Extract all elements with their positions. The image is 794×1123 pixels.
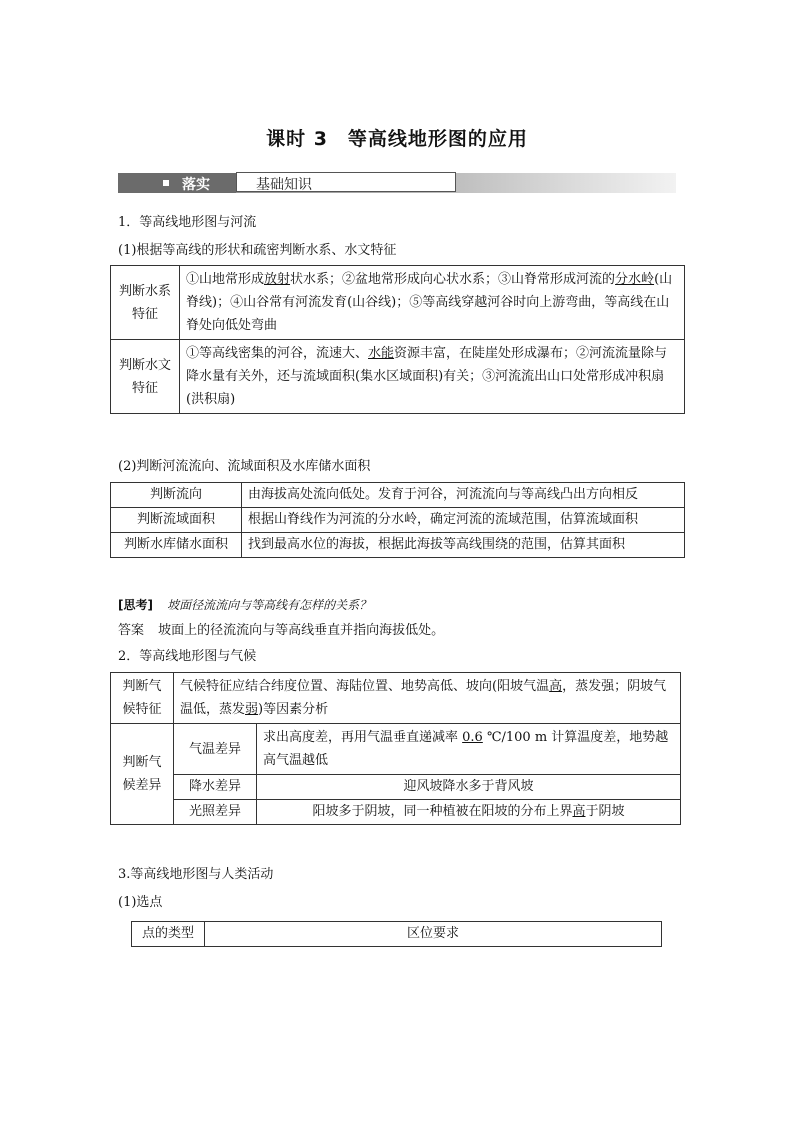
table-row xyxy=(111,775,681,800)
table-row xyxy=(111,340,685,414)
table-row xyxy=(111,266,685,340)
banner-label-secondary: 基础知识 xyxy=(256,177,312,193)
table-row xyxy=(132,922,662,947)
light-label: 光照差异 xyxy=(174,800,257,825)
temp-label: 气温差异 xyxy=(174,724,257,775)
col-header: 点的类型 xyxy=(132,922,205,947)
section-1-sub1: (1)根据等高线的形状和疏密判断水系、水文特征 xyxy=(118,243,397,258)
section-1-sub2: (2)判断河流流向、流域面积及水库储水面积 xyxy=(118,459,371,474)
rain-content: 迎风坡降水多于背风坡 xyxy=(257,775,681,800)
row-content: 气候特征应结合纬度位置、海陆位置、地势高低、坡向(阳坡气温高，蒸发强；阴坡气温低，蒸发弱)等因素分析 xyxy=(174,673,681,724)
row-label: 判断水系特征 xyxy=(111,266,180,340)
row-content: 找到最高水位的海拔，根据此海拔等高线围绕的范围，估算其面积 xyxy=(242,533,685,558)
table-row xyxy=(111,533,685,558)
section-3-sub1: (1)选点 xyxy=(118,895,163,910)
row-label: 判断流域面积 xyxy=(111,508,242,533)
square-bullet-icon xyxy=(163,180,169,186)
table-row xyxy=(111,724,681,775)
page-title: 课时 3 等高线地形图的应用 xyxy=(266,128,528,150)
row-content: 根据山脊线作为河流的分水岭，确定河流的流域范围，估算流域面积 xyxy=(242,508,685,533)
section-2-heading: 2．等高线地形图与气候 xyxy=(118,649,257,664)
row-content: ①山地常形成放射状水系；②盆地常形成向心状水系；③山脊常形成河流的分水岭(山脊线)；④山谷常有河流发育(山谷线)；⑤等高线穿越河谷时向上游弯曲，等高线在山脊处向低处弯曲 xyxy=(180,266,685,340)
row-label: 判断流向 xyxy=(111,483,242,508)
river-judgement-table xyxy=(110,482,685,558)
think-question: [思考] 坡面径流流向与等高线有怎样的关系？ xyxy=(118,598,372,612)
row-label: 判断水库储水面积 xyxy=(111,533,242,558)
think-answer: 答案 坡面上的径流流向与等高线垂直并指向海拔低处。 xyxy=(118,623,445,638)
row-label: 判断气候差异 xyxy=(111,724,174,825)
table-row xyxy=(111,508,685,533)
banner-label-primary: 落实 xyxy=(182,177,210,193)
row-label: 判断气候特征 xyxy=(111,673,174,724)
table-row xyxy=(111,483,685,508)
col-header: 区位要求 xyxy=(205,922,662,947)
section-banner xyxy=(118,172,676,194)
banner-dark-block xyxy=(118,173,236,193)
section-3-heading: 3.等高线地形图与人类活动 xyxy=(118,867,274,882)
row-content: ①等高线密集的河谷，流速大、水能资源丰富，在陡崖处形成瀑布；②河流流量除与降水量有关外，还与流域面积(集水区域面积)有关；③河流流出山口处常形成冲积扇(洪积扇) xyxy=(180,340,685,414)
light-content: 阳坡多于阴坡，同一种植被在阳坡的分布上界高于阴坡 xyxy=(257,800,681,825)
row-content: 由海拔高处流向低处。发育于河谷，河流流向与等高线凸出方向相反 xyxy=(242,483,685,508)
table-row xyxy=(111,673,681,724)
climate-table xyxy=(110,672,681,825)
section-1-heading: 1．等高线地形图与河流 xyxy=(118,215,257,230)
site-selection-table xyxy=(131,921,662,947)
rain-label: 降水差异 xyxy=(174,775,257,800)
water-features-table xyxy=(110,265,685,414)
temp-content: 求出高度差，再用气温垂直递减率 0.6 ℃/100 m 计算温度差，地势越高气温越低 xyxy=(257,724,681,775)
table-row xyxy=(111,800,681,825)
row-label: 判断水文特征 xyxy=(111,340,180,414)
